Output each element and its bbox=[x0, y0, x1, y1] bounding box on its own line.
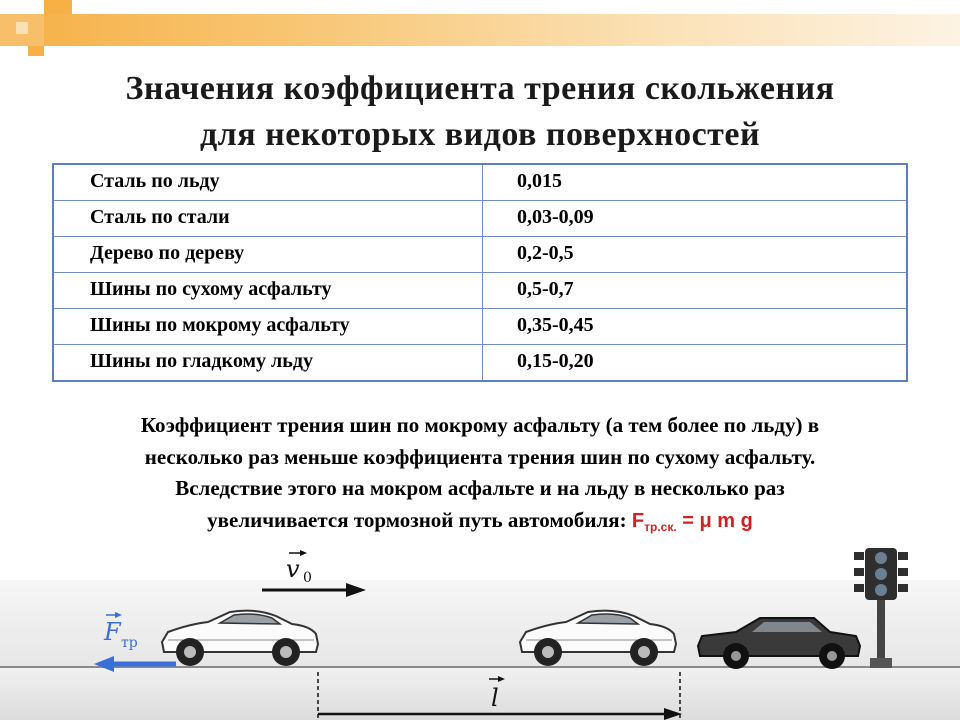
coefficient-value: 0,2-0,5 bbox=[517, 242, 574, 264]
formula-subscript: тр.ск. bbox=[644, 519, 677, 534]
paragraph-line: Коэффициент трения шин по мокрому асфальту (а тем более по льду) в bbox=[140, 413, 820, 437]
table-row bbox=[53, 201, 907, 237]
table-row bbox=[53, 164, 907, 201]
decorative-top-bar bbox=[0, 14, 960, 46]
coefficient-value: 0,15-0,20 bbox=[517, 350, 594, 372]
decorative-square bbox=[44, 0, 72, 14]
explanation-paragraph bbox=[20, 410, 940, 543]
table-row bbox=[53, 309, 907, 345]
surface-cell bbox=[53, 345, 483, 382]
surface-label: Сталь по льду bbox=[90, 170, 220, 192]
surface-cell bbox=[53, 201, 483, 237]
paragraph-line: Вследствие этого на мокром асфальте и на льду в несколько раз bbox=[175, 476, 785, 500]
value-cell bbox=[483, 345, 908, 382]
value-cell bbox=[483, 201, 908, 237]
formula-expression: = μ m g bbox=[676, 509, 753, 532]
road bbox=[0, 666, 960, 720]
coefficient-value: 0,03-0,09 bbox=[517, 206, 594, 228]
friction-label: F bbox=[104, 618, 121, 646]
value-cell bbox=[483, 309, 908, 345]
friction-coefficients-table bbox=[52, 163, 908, 382]
velocity-subscript: 0 bbox=[303, 570, 312, 586]
surface-label: Шины по сухому асфальту bbox=[90, 278, 332, 300]
surface-label: Шины по мокрому асфальту bbox=[90, 314, 350, 336]
surface-label: Сталь по стали bbox=[90, 206, 230, 228]
coefficient-value: 0,015 bbox=[517, 170, 562, 192]
value-cell bbox=[483, 273, 908, 309]
surface-label: Шины по гладкому льду bbox=[90, 350, 313, 372]
friction-formula bbox=[632, 509, 753, 532]
friction-subscript: тр bbox=[121, 635, 138, 651]
table-row bbox=[53, 237, 907, 273]
surface-cell bbox=[53, 273, 483, 309]
slide-title bbox=[0, 66, 960, 158]
surface-cell bbox=[53, 164, 483, 201]
title-line-2: для некоторых видов поверхностей bbox=[199, 116, 761, 153]
surface-cell bbox=[53, 237, 483, 273]
decorative-square bbox=[16, 22, 28, 34]
surface-cell bbox=[53, 309, 483, 345]
decorative-square bbox=[28, 46, 44, 56]
title-line-1: Значения коэффициента трения скольжения bbox=[125, 70, 835, 107]
braking-distance-illustration bbox=[0, 540, 960, 720]
paragraph-line: несколько раз меньше коэффициента трения шин по сухому асфальту. bbox=[144, 444, 816, 469]
coefficient-value: 0,5-0,7 bbox=[517, 278, 574, 300]
paragraph-line: увеличивается тормозной путь автомобиля: bbox=[207, 507, 632, 532]
distance-label: l bbox=[491, 684, 499, 712]
coefficient-value: 0,35-0,45 bbox=[517, 314, 594, 336]
table-row bbox=[53, 273, 907, 309]
paragraph-line-with-formula bbox=[20, 505, 940, 544]
value-cell bbox=[483, 237, 908, 273]
surface-label: Дерево по дереву bbox=[90, 242, 245, 264]
value-cell bbox=[483, 164, 908, 201]
velocity-label: v bbox=[286, 555, 300, 583]
formula-force-symbol: F bbox=[631, 509, 645, 532]
velocity-arrow bbox=[262, 550, 366, 597]
table-row bbox=[53, 345, 907, 382]
